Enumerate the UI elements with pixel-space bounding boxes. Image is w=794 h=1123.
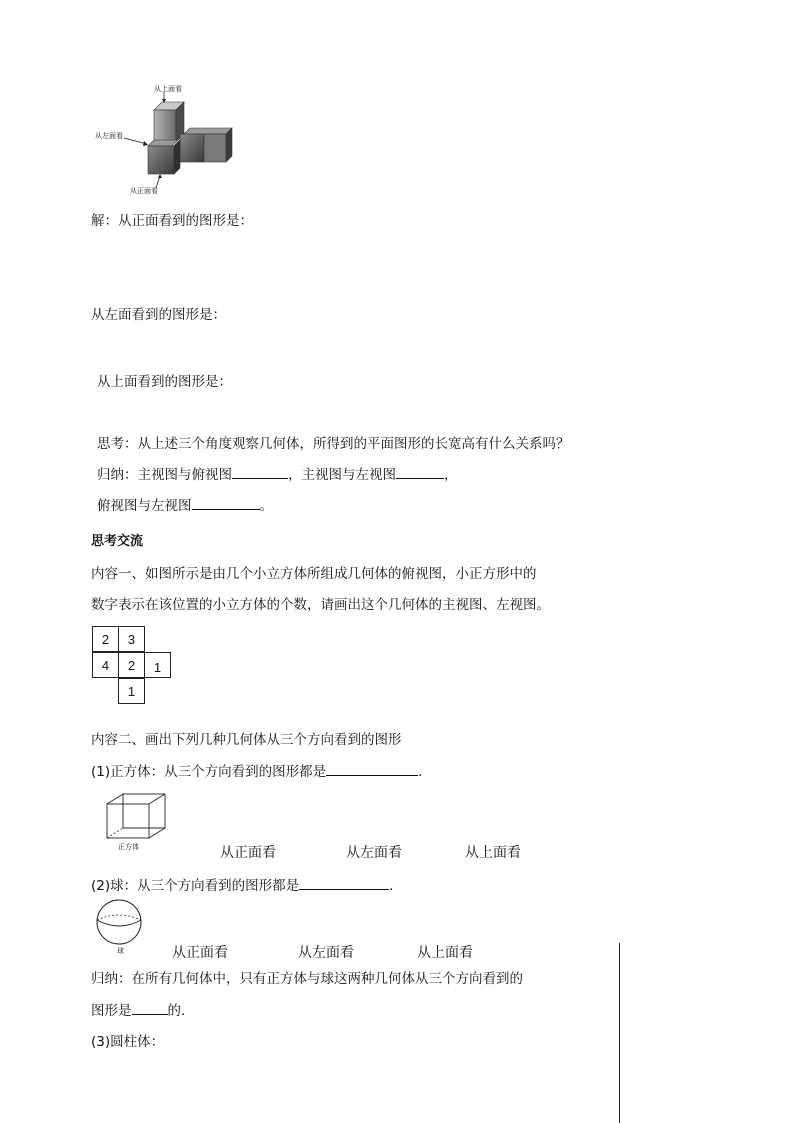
cube-figure <box>104 792 174 854</box>
solution-top: 从上面看到的图形是： <box>97 374 232 390</box>
thinking-summary-line1 <box>97 463 458 483</box>
solution-left: 从左面看到的图形是： <box>91 307 226 323</box>
margin-line <box>619 943 620 1123</box>
summary2-prefix: 图形是 <box>91 1003 132 1019</box>
grid-cell: 1 <box>144 652 171 678</box>
cube-view-top: 从上面看 <box>465 845 521 861</box>
cube-stack-figure <box>92 80 252 200</box>
sphere-drawing <box>92 898 152 946</box>
line2-prefix: 俯视图与左视图 <box>97 498 192 514</box>
cube-blank <box>326 762 418 777</box>
cube-item <box>91 760 422 780</box>
summary2-end: 的. <box>167 1003 186 1019</box>
sphere-item-text: (2)球：从三个方向看到的图形都是 <box>91 878 300 894</box>
summary-mid: ，主视图与左视图 <box>288 467 396 483</box>
content1-line2: 数字表示在该位置的小立方体的个数，请画出这个几何体的主视图、左视图。 <box>91 597 550 613</box>
summary2-line1: 归纳：在所有几何体中，只有正方体与球这两种几何体从三个方向看到的 <box>91 971 523 987</box>
sphere-view-left: 从左面看 <box>298 945 354 961</box>
grid-cell: 3 <box>118 626 145 652</box>
from-left-label: 从左面看 <box>95 132 123 140</box>
content2-heading: 内容二、画出下列几种几何体从三个方向看到的图形 <box>91 732 402 748</box>
summary-end: ， <box>444 467 458 483</box>
grid-cell: 1 <box>118 678 145 704</box>
sphere-item-end: . <box>389 878 394 894</box>
sphere-blank <box>299 876 389 891</box>
summary-prefix: 归纳：主视图与俯视图 <box>97 467 232 483</box>
from-front-label: 从正面看 <box>130 187 158 195</box>
thinking-summary-line2 <box>97 494 273 514</box>
summary2-blank <box>132 1001 168 1016</box>
cube-caption: 正方体 <box>118 843 139 851</box>
sphere-figure <box>92 898 152 956</box>
summary2-line2 <box>91 999 185 1019</box>
sphere-caption: 球 <box>117 947 124 955</box>
exchange-heading: 思考交流 <box>91 534 144 549</box>
blank-front-left <box>396 465 444 480</box>
sphere-view-front: 从正面看 <box>172 945 228 961</box>
cube-drawing <box>104 792 174 842</box>
cube-view-left: 从左面看 <box>346 845 402 861</box>
thinking-question: 思考：从上述三个角度观察几何体，所得到的平面图形的长宽高有什么关系吗？ <box>97 436 570 452</box>
cylinder-item: (3)圆柱体： <box>91 1034 165 1050</box>
grid-cell: 4 <box>92 652 119 678</box>
grid-cell: 2 <box>92 626 119 652</box>
cube-item-text: (1)正方体：从三个方向看到的图形都是 <box>91 764 327 780</box>
blank-front-top <box>232 465 288 480</box>
content1-line1: 内容一、如图所示是由几个小立方体所组成几何体的俯视图，小正方形中的 <box>91 566 537 582</box>
sphere-item <box>91 874 393 894</box>
top-view-grid <box>92 626 182 708</box>
solution-front: 解：从正面看到的图形是： <box>91 213 253 229</box>
line2-end: 。 <box>259 498 273 514</box>
grid-cell: 2 <box>118 652 145 678</box>
cube-view-front: 从正面看 <box>220 845 276 861</box>
cube-item-end: . <box>418 764 423 780</box>
sphere-view-top: 从上面看 <box>417 945 473 961</box>
blank-top-left <box>192 496 260 511</box>
from-top-label: 从上面看 <box>154 85 182 93</box>
